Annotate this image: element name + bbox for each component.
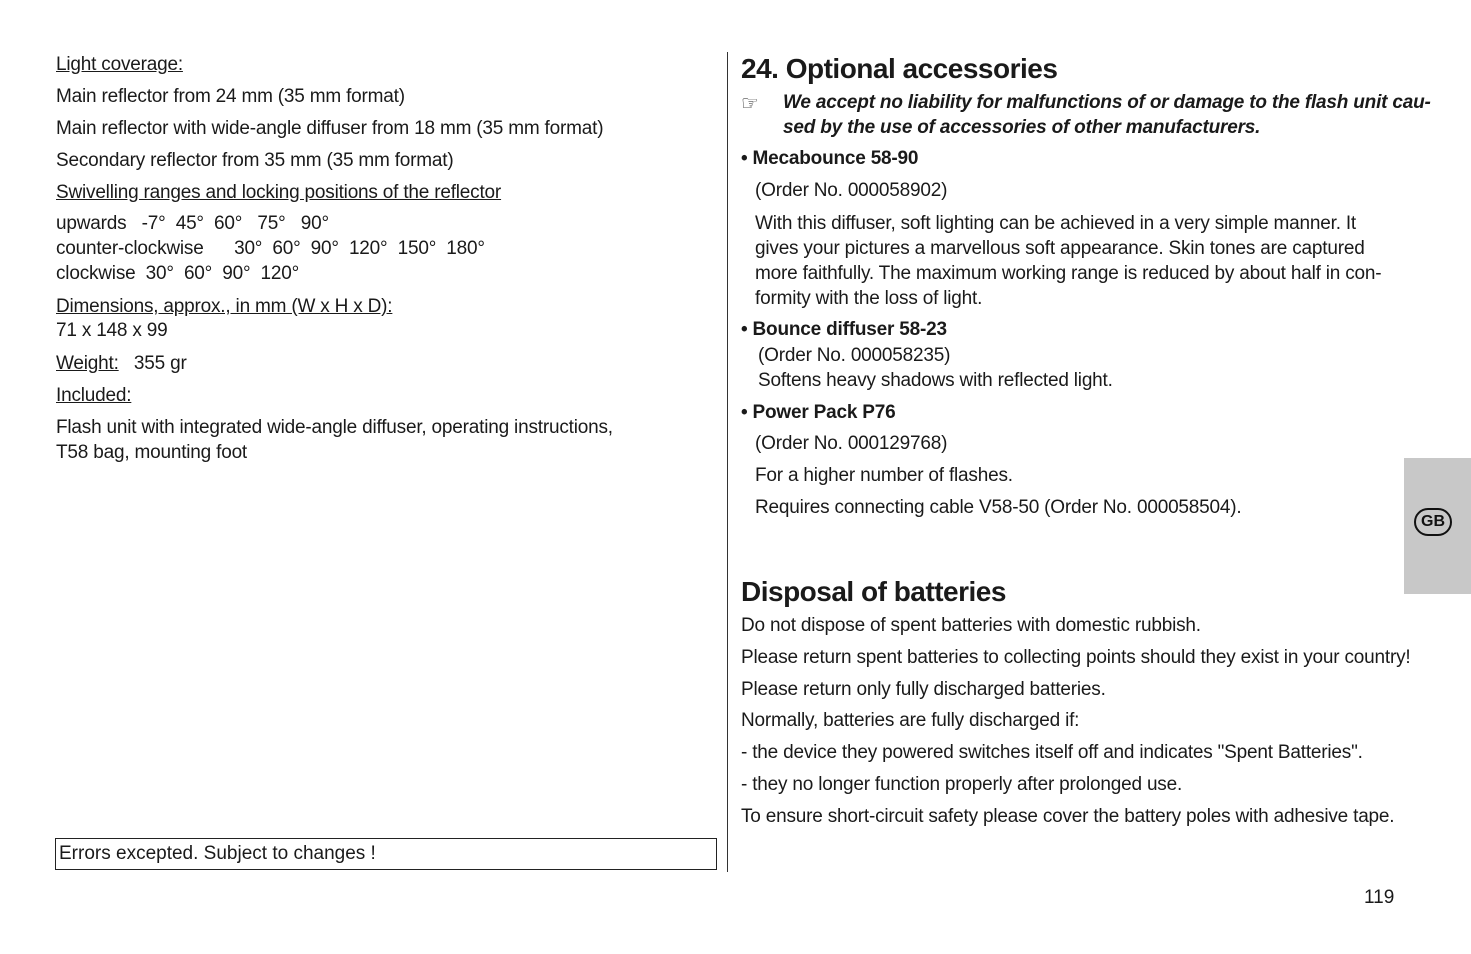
disposal-line: Do not dispose of spent batteries with domestic rubbish. (741, 615, 1201, 636)
light-line: Secondary reflector from 35 mm (35 mm format) (56, 150, 454, 171)
accessory-desc: Requires connecting cable V58-50 (Order No. 000058504). (755, 497, 1242, 518)
page-number: 119 (1364, 887, 1395, 908)
included-heading: Included: (56, 385, 132, 406)
column-divider (727, 52, 728, 872)
weight-value: 355 gr (133, 353, 187, 374)
section-title: 24. Optional accessories (741, 53, 1058, 84)
warning-line: sed by the use of accessories of other manufacturers. (783, 117, 1261, 138)
disposal-title: Disposal of batteries (741, 576, 1006, 607)
disposal-line: Please return spent batteries to collecting points should they exist in your country! (741, 647, 1411, 668)
swivel-line: counter-clockwise 30° 60° 90° 120° 150° 180° (56, 238, 485, 259)
swivel-line: clockwise 30° 60° 90° 120° (56, 263, 300, 284)
weight-row (56, 352, 187, 376)
accessory-desc: For a higher number of flashes. (755, 465, 1013, 486)
language-badge: GB (1414, 508, 1452, 536)
accessory-desc: formity with the loss of light. (755, 288, 983, 309)
light-line: Main reflector with wide-angle diffuser from 18 mm (35 mm format) (56, 118, 604, 139)
swivel-heading: Swivelling ranges and locking positions of the reflector (56, 182, 502, 203)
accessory-name: • Power Pack P76 (741, 402, 896, 423)
included-line: Flash unit with integrated wide-angle diffuser, operating instructions, (56, 417, 613, 438)
accessory-desc: With this diffuser, soft lighting can be achieved in a very simple manner. It (755, 213, 1357, 234)
weight-label: Weight: (56, 353, 119, 374)
disposal-line: Normally, batteries are fully discharged if: (741, 710, 1080, 731)
accessory-order: (Order No. 000058902) (755, 180, 948, 201)
swivel-line: upwards -7° 45° 60° 75° 90° (56, 213, 329, 234)
light-line: Main reflector from 24 mm (35 mm format) (56, 86, 405, 107)
errors-note-box (55, 838, 717, 870)
disposal-line: - the device they powered switches itself off and indicates "Spent Batteries". (741, 742, 1363, 763)
light-coverage-heading: Light coverage: (56, 54, 183, 75)
included-line: T58 bag, mounting foot (56, 442, 248, 463)
accessory-desc: gives your pictures a marvellous soft appearance. Skin tones are captured (755, 238, 1365, 259)
accessory-order: (Order No. 000129768) (755, 433, 948, 454)
dimensions-heading: Dimensions, approx., in mm (W x H x D): (56, 296, 393, 317)
disposal-line: - they no longer function properly after prolonged use. (741, 774, 1183, 795)
accessory-desc: Softens heavy shadows with reflected light. (758, 370, 1113, 391)
accessory-name: • Bounce diffuser 58-23 (741, 319, 947, 340)
disposal-line: To ensure short-circuit safety please cover the battery poles with adhesive tape. (741, 806, 1395, 827)
errors-note: Errors excepted. Subject to changes ! (59, 843, 376, 864)
accessory-name: • Mecabounce 58-90 (741, 148, 919, 169)
accessory-desc: more faithfully. The maximum working range is reduced by about half in con- (755, 263, 1382, 284)
dimensions-value: 71 x 148 x 99 (56, 320, 168, 341)
warning-line: We accept no liability for malfunctions of or damage to the flash unit cau- (783, 92, 1431, 113)
disposal-line: Please return only fully discharged batteries. (741, 679, 1106, 700)
accessory-order: (Order No. 000058235) (758, 345, 951, 366)
pointing-hand-icon: ☞ (741, 93, 759, 115)
